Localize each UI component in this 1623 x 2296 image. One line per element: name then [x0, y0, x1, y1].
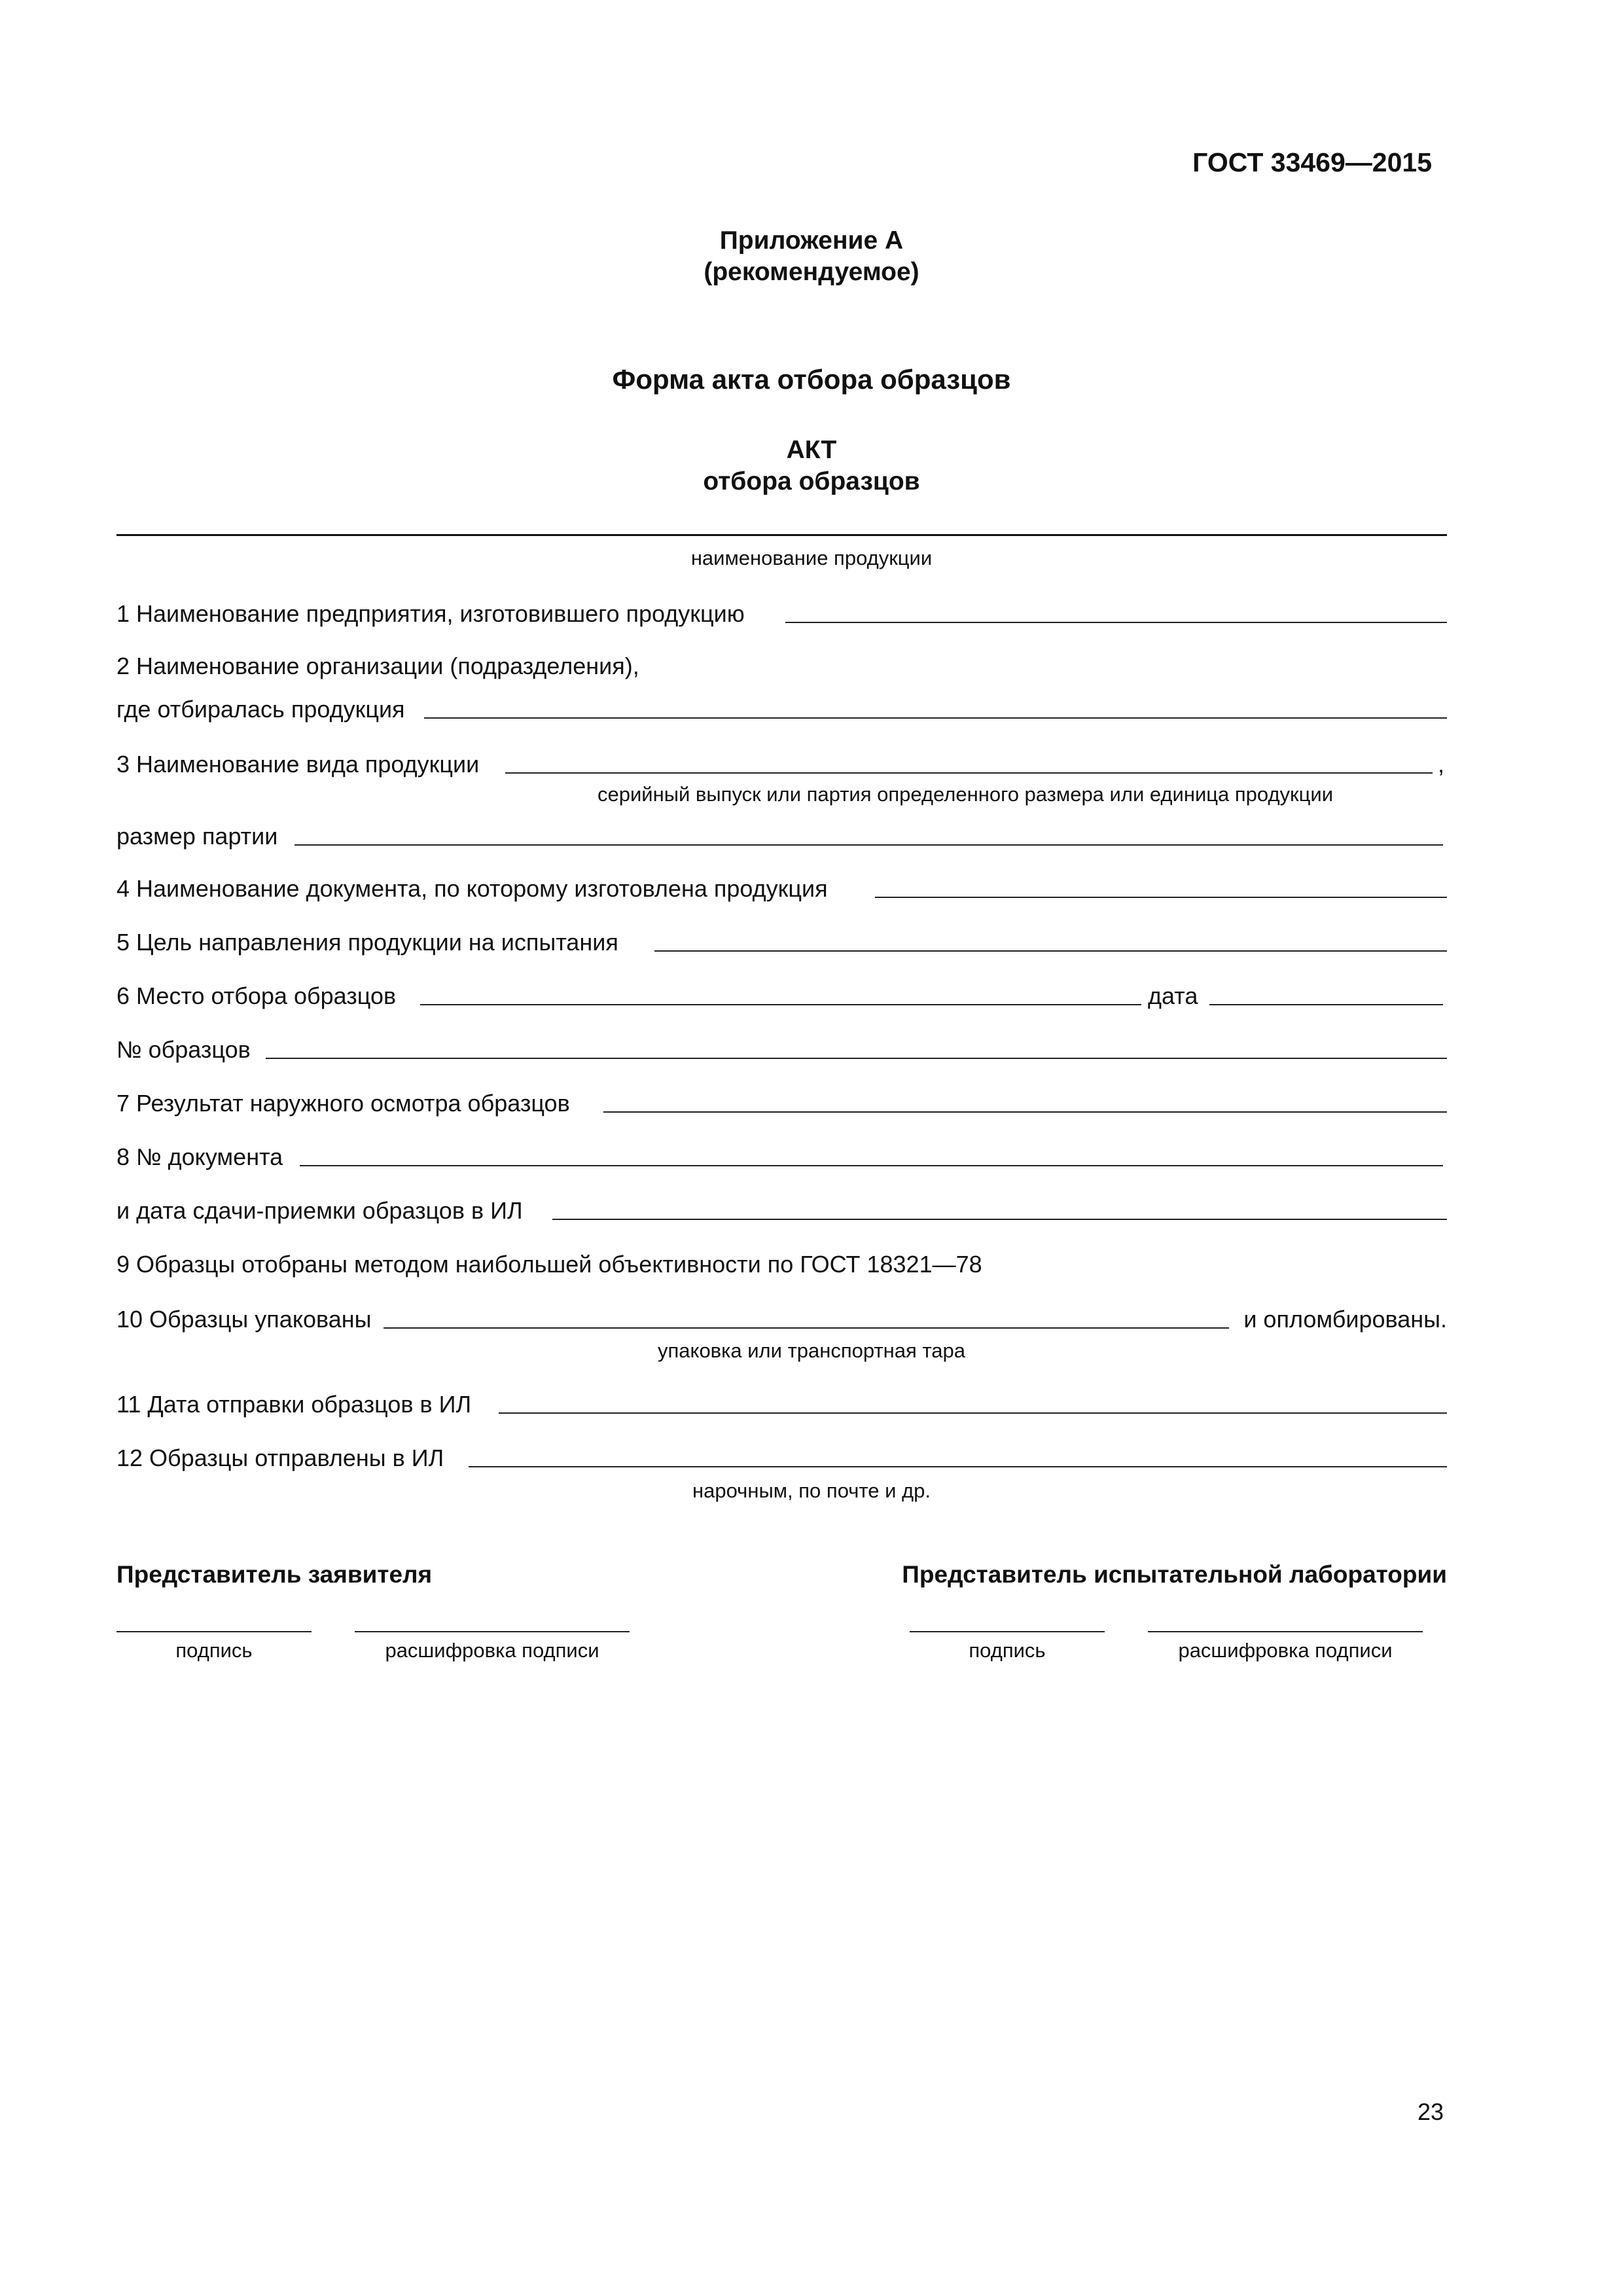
field-10-line[interactable]	[383, 1327, 1229, 1329]
applicant-signature-line[interactable]	[116, 1631, 312, 1632]
field-3-comma: ,	[1438, 751, 1445, 778]
lab-decode-caption: расшифровка подписи	[1178, 1639, 1393, 1662]
page-number: 23	[1417, 2098, 1444, 2125]
field-11-label: 11 Дата отправки образцов в ИЛ	[116, 1391, 472, 1418]
applicant-title: Представитель заявителя	[116, 1561, 433, 1588]
field-10-caption: упаковка или транспортная тара	[658, 1339, 965, 1362]
sample-number-line[interactable]	[266, 1058, 1447, 1059]
appendix-note: (рекомендуемое)	[704, 258, 919, 286]
field-1-label: 1 Наименование предприятия, изготовившего продукцию	[116, 600, 745, 627]
field-12-line[interactable]	[469, 1466, 1447, 1467]
field-3-line[interactable]	[505, 772, 1433, 774]
field-6-date-label: дата	[1148, 982, 1198, 1009]
field-8-label-cont: и дата сдачи-приемки образцов в ИЛ	[116, 1197, 523, 1224]
applicant-decode-caption: расшифровка подписи	[385, 1639, 599, 1662]
act-subtitle: отбора образцов	[703, 467, 920, 495]
field-8-label: 8 № документа	[116, 1143, 283, 1170]
applicant-signature-caption: подпись	[175, 1639, 253, 1662]
lab-title: Представитель испытательной лаборатории	[902, 1561, 1447, 1588]
field-12-caption: нарочным, по почте и др.	[692, 1479, 931, 1502]
field-11-line[interactable]	[499, 1412, 1447, 1414]
field-10-end: и опломбированы.	[1243, 1306, 1447, 1333]
sample-number-label: № образцов	[116, 1036, 251, 1063]
field-2-label-cont: где отбиралась продукция	[116, 696, 405, 723]
document-number: ГОСТ 33469—2015	[1192, 147, 1432, 177]
field-5-label: 5 Цель направления продукции на испытания	[116, 929, 618, 956]
applicant-decode-line[interactable]	[355, 1631, 630, 1632]
lab-signature-line[interactable]	[910, 1631, 1105, 1632]
field-8-date-line[interactable]	[552, 1219, 1447, 1220]
field-3-caption: серийный выпуск или партия определенного размера или единица продукции	[597, 783, 1334, 806]
field-7-line[interactable]	[603, 1111, 1447, 1113]
batch-size-line[interactable]	[294, 844, 1443, 846]
field-4-label: 4 Наименование документа, по которому изготовлена продукция	[116, 875, 828, 902]
product-name-caption: наименование продукции	[690, 547, 933, 569]
field-12-label: 12 Образцы отправлены в ИЛ	[116, 1444, 444, 1471]
form-title: Форма акта отбора образцов	[612, 364, 1011, 395]
field-1-line[interactable]	[785, 622, 1447, 623]
field-7-label: 7 Результат наружного осмотра образцов	[116, 1090, 570, 1117]
field-3-label: 3 Наименование вида продукции	[116, 751, 480, 778]
field-2-line[interactable]	[424, 717, 1447, 719]
field-8-line[interactable]	[300, 1165, 1443, 1166]
sampling-place-line[interactable]	[420, 1004, 1141, 1005]
field-5-line[interactable]	[654, 950, 1447, 952]
lab-decode-line[interactable]	[1148, 1631, 1423, 1632]
batch-size-label: размер партии	[116, 823, 278, 850]
field-10-label: 10 Образцы упакованы	[116, 1306, 372, 1333]
field-2-label: 2 Наименование организации (подразделения),	[116, 653, 639, 679]
field-9-label: 9 Образцы отобраны методом наибольшей объективности по ГОСТ 18321—78	[116, 1251, 982, 1278]
appendix-title: Приложение А	[719, 226, 904, 255]
field-4-line[interactable]	[875, 897, 1447, 898]
sampling-date-line[interactable]	[1209, 1004, 1443, 1005]
lab-signature-caption: подпись	[969, 1639, 1046, 1662]
act-title: АКТ	[786, 436, 837, 464]
product-name-line[interactable]	[116, 534, 1447, 536]
field-6-label: 6 Место отбора образцов	[116, 982, 397, 1009]
